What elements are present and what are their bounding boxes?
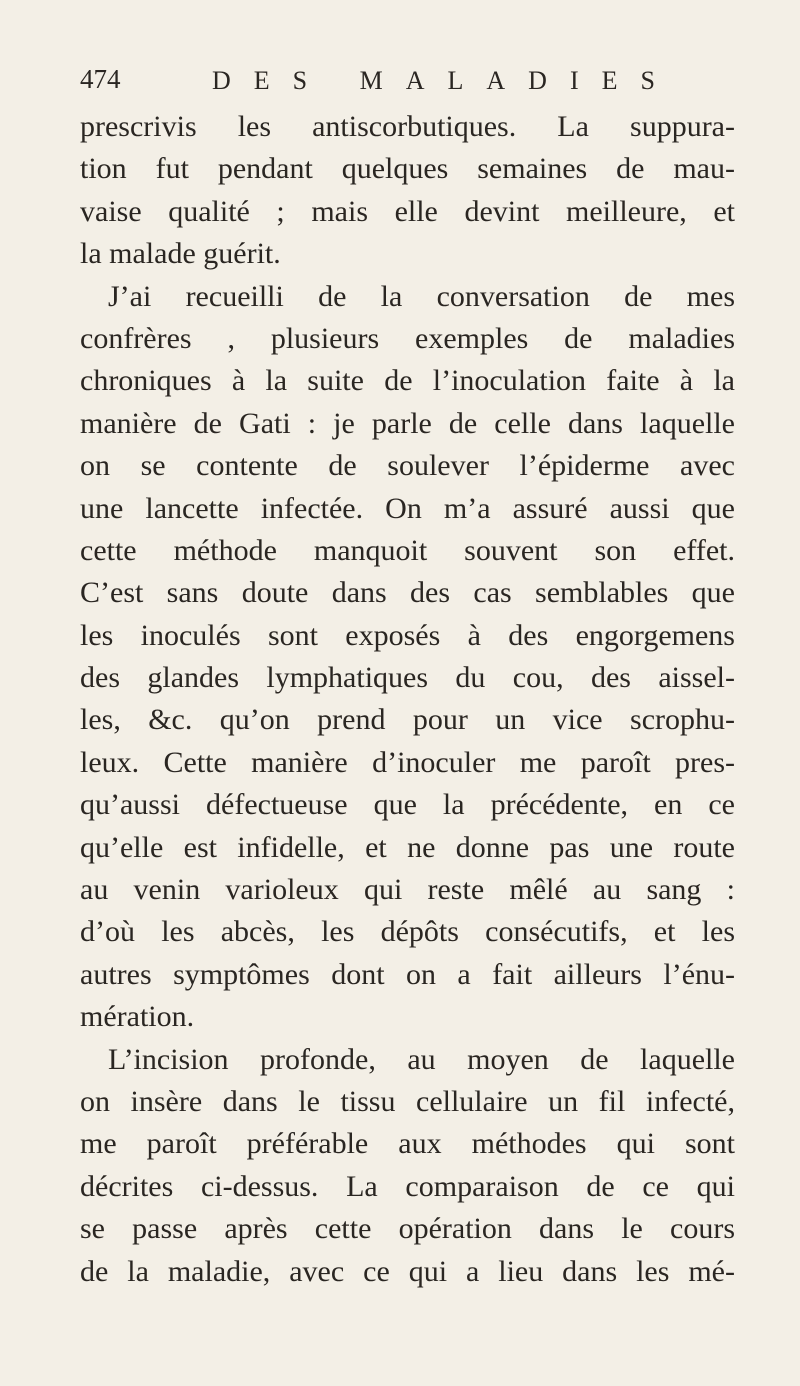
text-line: me paroît préférable aux méthodes qui sont xyxy=(80,1127,735,1161)
text-line: de la maladie, avec ce qui a lieu dans les mé- xyxy=(80,1254,735,1288)
text-line: d’où les abcès, les dépôts consécutifs, et les xyxy=(80,915,735,949)
running-title: DES MALADIES xyxy=(212,66,678,95)
text-line: tion fut pendant quelques semaines de mau- xyxy=(80,152,735,186)
page-number: 474 xyxy=(80,64,121,94)
text-line: manière de Gati : je parle de celle dans laquelle xyxy=(80,406,735,440)
text-line: des glandes lymphatiques du cou, des aissel- xyxy=(80,661,735,695)
text-line: les inoculés sont exposés à des engorgemens xyxy=(80,618,735,652)
text-line: une lancette infectée. On m’a assuré aussi que xyxy=(80,491,735,525)
text-line: mération. xyxy=(80,1000,195,1034)
text-line: la malade guérit. xyxy=(80,237,281,271)
text-line: chroniques à la suite de l’inoculation faite à la xyxy=(80,364,735,398)
text-line: décrites ci-dessus. La comparaison de ce qui xyxy=(80,1169,735,1203)
text-line: vaise qualité ; mais elle devint meilleure, et xyxy=(80,194,735,228)
text-line: prescrivis les antiscorbutiques. La suppura- xyxy=(80,110,735,143)
text-line: on insère dans le tissu cellulaire un fil infecté, xyxy=(80,1084,735,1118)
text-line: C’est sans doute dans des cas semblables que xyxy=(80,576,735,610)
text-line: se passe après cette opération dans le cours xyxy=(80,1212,735,1246)
body-text xyxy=(80,106,735,1293)
text-line: J’ai recueilli de la conversation de mes xyxy=(108,279,735,313)
text-line: les, &c. qu’on prend pour un vice scrophu- xyxy=(80,703,735,737)
text-line: L’incision profonde, au moyen de laquelle xyxy=(108,1042,735,1076)
text-line: cette méthode manquoit souvent son effet. xyxy=(80,533,735,567)
text-line: au venin varioleux qui reste mêlé au sang : xyxy=(80,873,735,907)
text-line: autres symptômes dont on a fait ailleurs l’énu- xyxy=(80,957,735,991)
text-line: leux. Cette manière d’inoculer me paroît pres- xyxy=(80,745,735,779)
text-line: qu’elle est infidelle, et ne donne pas une route xyxy=(80,830,735,864)
page-header xyxy=(80,64,720,104)
text-line: on se contente de soulever l’épiderme avec xyxy=(80,449,735,483)
text-line: confrères , plusieurs exemples de maladies xyxy=(80,321,735,355)
text-line: qu’aussi défectueuse que la précédente, en ce xyxy=(80,788,735,822)
